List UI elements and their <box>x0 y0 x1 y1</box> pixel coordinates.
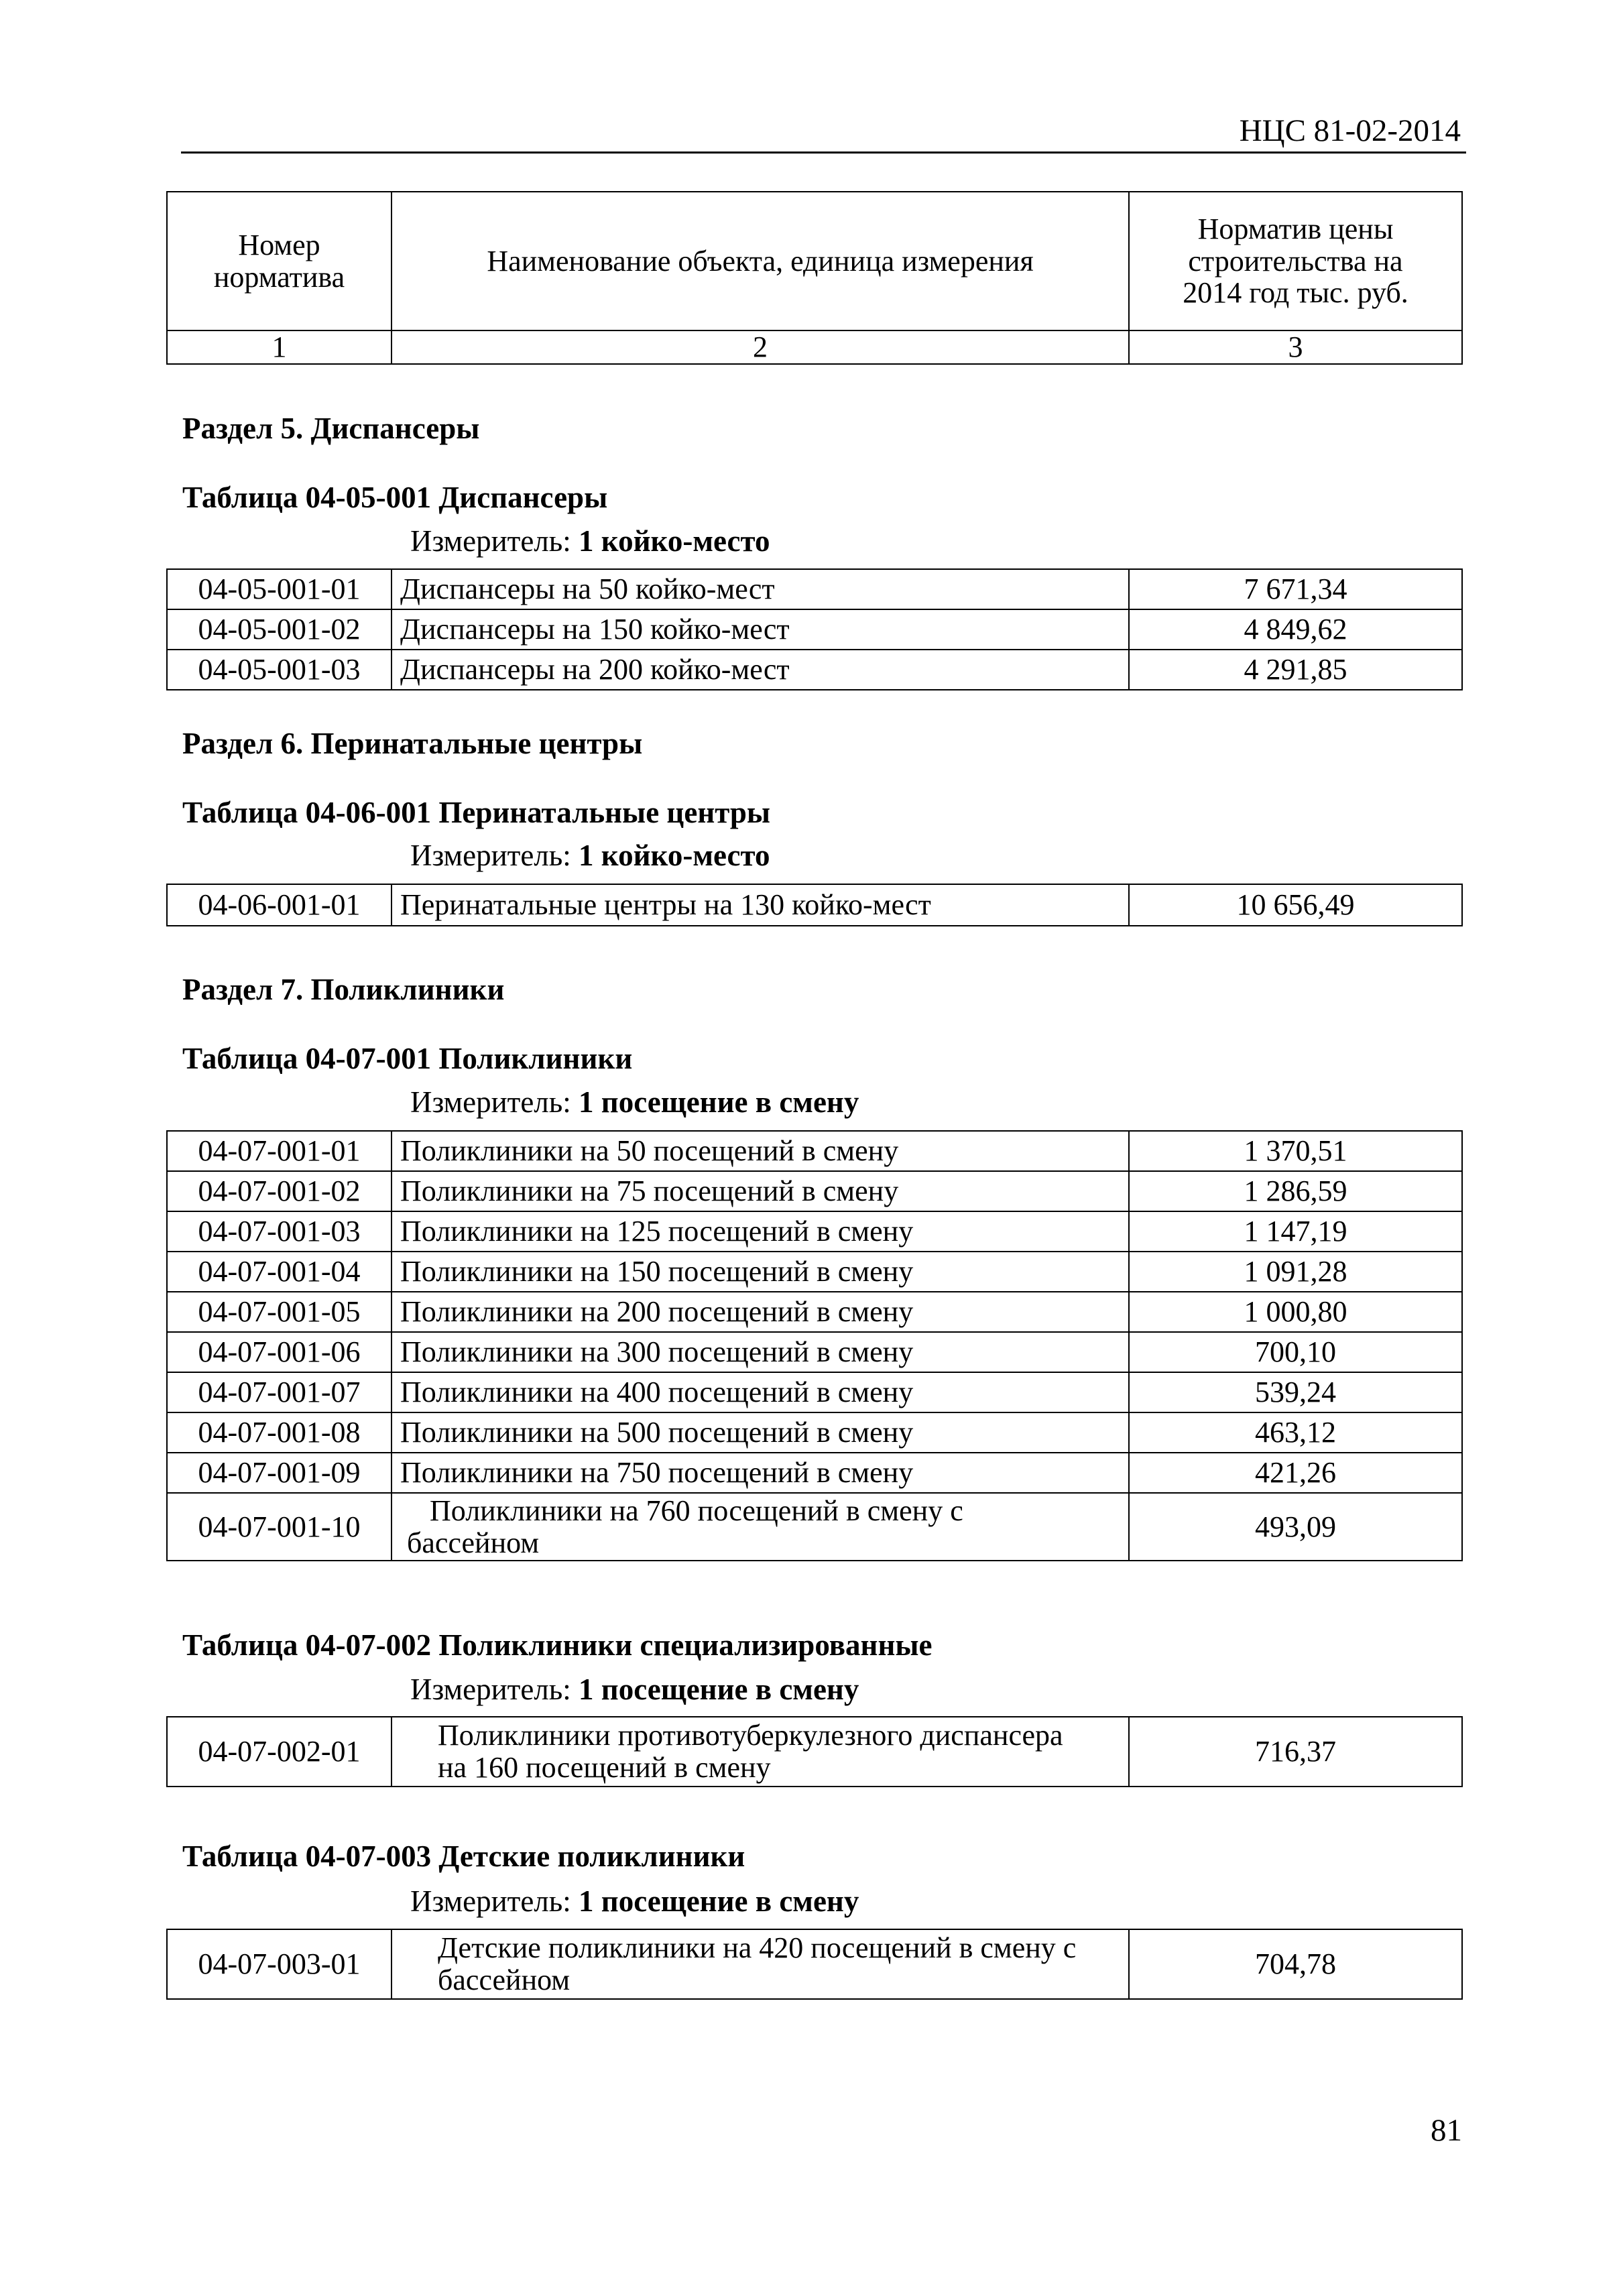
row-code: 04-05-001-01 <box>167 569 392 609</box>
row-code: 04-07-002-01 <box>167 1717 392 1787</box>
table-row <box>167 1211 1462 1252</box>
table-row <box>167 1131 1462 1171</box>
row-name: Поликлиники на 50 посещений в смену <box>392 1131 1129 1171</box>
row-value: 1 091,28 <box>1129 1252 1462 1292</box>
table-row <box>167 1717 1462 1787</box>
document-code: НЦС 81-02-2014 <box>1239 113 1461 148</box>
measure-label: Измеритель: <box>410 839 571 872</box>
row-name: Поликлиники на 200 посещений в смену <box>392 1292 1129 1332</box>
row-value: 1 370,51 <box>1129 1131 1462 1171</box>
row-value: 716,37 <box>1129 1717 1462 1787</box>
column-number-3: 3 <box>1129 330 1462 364</box>
table-row <box>167 1929 1462 1999</box>
table-title: Таблица 04-07-002 Поликлиники специализированные <box>182 1628 933 1662</box>
table-row <box>167 1252 1462 1292</box>
row-code: 04-07-001-06 <box>167 1332 392 1372</box>
data-table <box>166 1929 1463 2000</box>
row-code: 04-07-001-04 <box>167 1252 392 1292</box>
data-table <box>166 568 1463 690</box>
row-value: 700,10 <box>1129 1332 1462 1372</box>
row-name: Поликлиники на 125 посещений в смену <box>392 1211 1129 1252</box>
row-code: 04-07-001-03 <box>167 1211 392 1252</box>
row-name <box>392 1493 1129 1561</box>
table-title: Таблица 04-06-001 Перинатальные центры <box>182 796 771 829</box>
row-value: 4 849,62 <box>1129 609 1462 650</box>
table-measure <box>410 524 770 558</box>
table-row <box>167 569 1462 609</box>
measure-value: 1 койко-место <box>579 839 770 872</box>
measure-value: 1 посещение в смену <box>579 1673 859 1706</box>
table-row <box>167 1453 1462 1493</box>
row-value: 1 000,80 <box>1129 1292 1462 1332</box>
measure-label: Измеритель: <box>410 1085 571 1119</box>
measure-label: Измеритель: <box>410 1884 571 1918</box>
row-value: 10 656,49 <box>1129 884 1462 926</box>
row-code: 04-07-001-01 <box>167 1131 392 1171</box>
row-code: 04-07-001-07 <box>167 1372 392 1412</box>
row-name-line: Детские поликлиники на 420 посещений в смену с <box>438 1931 1077 1965</box>
row-value: 7 671,34 <box>1129 569 1462 609</box>
table-title: Таблица 04-07-001 Поликлиники <box>182 1042 633 1075</box>
table-row <box>167 609 1462 650</box>
table-measure <box>410 838 770 873</box>
row-name: Поликлиники на 300 посещений в смену <box>392 1332 1129 1372</box>
page-number: 81 <box>1431 2113 1462 2148</box>
row-value: 4 291,85 <box>1129 650 1462 690</box>
table-measure <box>410 1085 859 1120</box>
header-rule <box>181 152 1466 154</box>
row-value: 1 286,59 <box>1129 1171 1462 1211</box>
column-number-1: 1 <box>167 330 392 364</box>
row-name: Поликлиники на 75 посещений в смену <box>392 1171 1129 1211</box>
measure-label: Измеритель: <box>410 1673 571 1706</box>
table-title: Таблица 04-07-003 Детские поликлиники <box>182 1839 745 1873</box>
measure-value: 1 посещение в смену <box>579 1884 859 1918</box>
column-header-table <box>166 191 1463 365</box>
column-number-2: 2 <box>392 330 1129 364</box>
data-table <box>166 884 1463 926</box>
row-name-line: бассейном <box>438 1963 570 1996</box>
data-table <box>166 1130 1463 1561</box>
table-title: Таблица 04-05-001 Диспансеры <box>182 481 608 514</box>
row-name: Поликлиники на 750 посещений в смену <box>392 1453 1129 1493</box>
table-row <box>167 650 1462 690</box>
row-value: 1 147,19 <box>1129 1211 1462 1252</box>
column-header-price: Норматив цены строительства на 2014 год тыс. руб. <box>1129 192 1462 330</box>
column-header-code: Номер норматива <box>167 192 392 330</box>
measure-value: 1 койко-место <box>579 524 770 558</box>
row-code: 04-05-001-03 <box>167 650 392 690</box>
table-row <box>167 1171 1462 1211</box>
row-code: 04-07-001-08 <box>167 1412 392 1453</box>
data-table <box>166 1716 1463 1787</box>
measure-label: Измеритель: <box>410 524 571 558</box>
row-value: 421,26 <box>1129 1453 1462 1493</box>
row-name: Перинатальные центры на 130 койко-мест <box>392 884 1129 926</box>
table-row <box>167 884 1462 926</box>
row-code: 04-07-001-10 <box>167 1493 392 1561</box>
row-name: Поликлиники на 150 посещений в смену <box>392 1252 1129 1292</box>
table-measure <box>410 1884 859 1919</box>
table-row <box>167 1292 1462 1332</box>
row-value: 704,78 <box>1129 1929 1462 1999</box>
table-row <box>167 1412 1462 1453</box>
row-value: 463,12 <box>1129 1412 1462 1453</box>
section-title: Раздел 6. Перинатальные центры <box>182 727 643 760</box>
row-name <box>392 1929 1129 1999</box>
row-code: 04-05-001-02 <box>167 609 392 650</box>
row-code: 04-07-001-05 <box>167 1292 392 1332</box>
row-code: 04-07-001-02 <box>167 1171 392 1211</box>
section-title: Раздел 7. Поликлиники <box>182 973 505 1006</box>
measure-value: 1 посещение в смену <box>579 1085 859 1119</box>
row-name-line: на 160 посещений в смену <box>438 1751 771 1784</box>
row-code: 04-06-001-01 <box>167 884 392 926</box>
row-name <box>392 1717 1129 1787</box>
table-row <box>167 1372 1462 1412</box>
row-name: Диспансеры на 200 койко-мест <box>392 650 1129 690</box>
table-row <box>167 1332 1462 1372</box>
row-name: Поликлиники на 400 посещений в смену <box>392 1372 1129 1412</box>
section-title: Раздел 5. Диспансеры <box>182 412 480 445</box>
row-name-line: Поликлиники на 760 посещений в смену с <box>430 1494 963 1527</box>
table-row <box>167 1493 1462 1561</box>
table-measure <box>410 1672 859 1707</box>
row-value: 539,24 <box>1129 1372 1462 1412</box>
column-header-name: Наименование объекта, единица измерения <box>392 192 1129 330</box>
row-name: Диспансеры на 50 койко-мест <box>392 569 1129 609</box>
row-name-line: Поликлиники противотуберкулезного диспансера <box>438 1719 1063 1752</box>
row-code: 04-07-001-09 <box>167 1453 392 1493</box>
row-code: 04-07-003-01 <box>167 1929 392 1999</box>
row-name-line: бассейном <box>407 1526 540 1559</box>
row-value: 493,09 <box>1129 1493 1462 1561</box>
row-name: Диспансеры на 150 койко-мест <box>392 609 1129 650</box>
row-name: Поликлиники на 500 посещений в смену <box>392 1412 1129 1453</box>
